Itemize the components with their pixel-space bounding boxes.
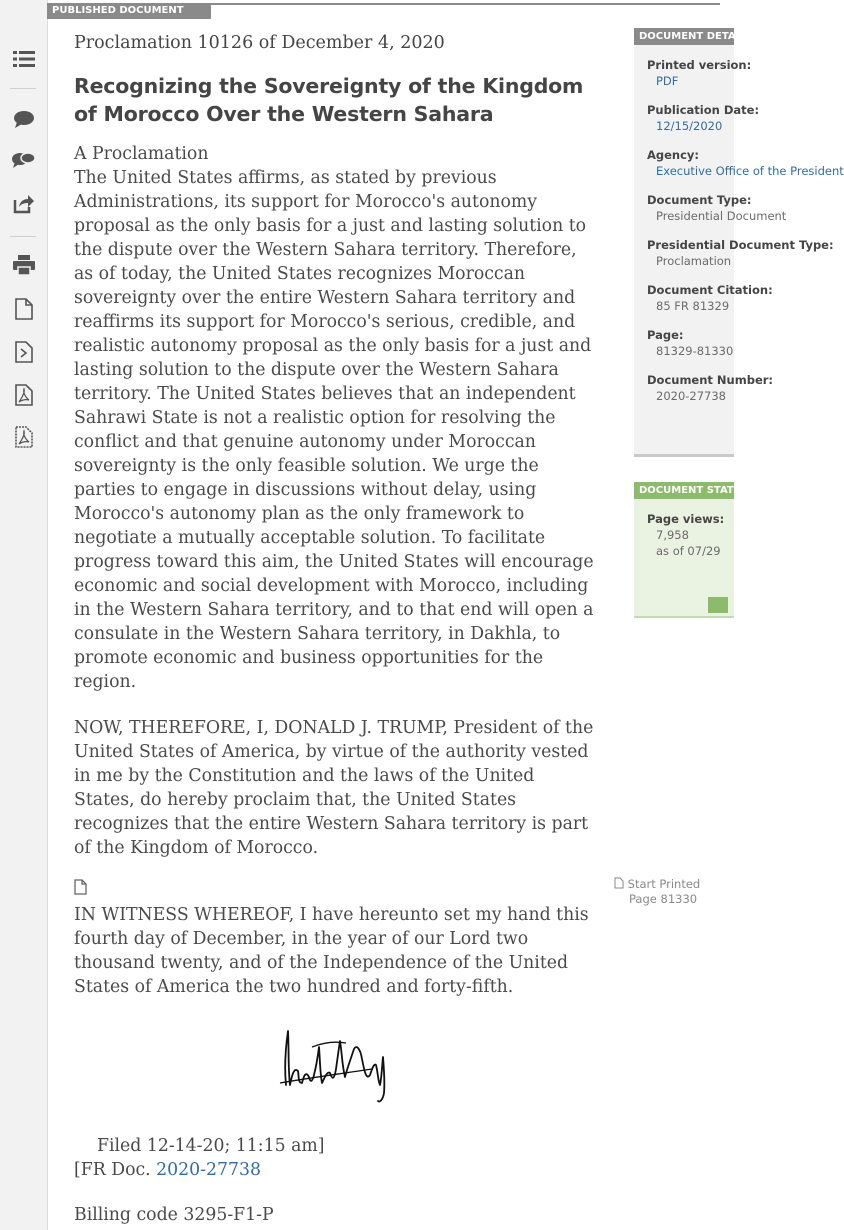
document-statistics-header: DOCUMENT STATISTICS (634, 482, 734, 499)
start-printed-label: Start Printed (627, 877, 701, 891)
detail-label: Agency: (647, 148, 700, 162)
comments-icon[interactable] (12, 149, 36, 173)
detail-label: Presidential Document Type: (647, 238, 834, 252)
top-rule (211, 3, 720, 5)
page-marker-document-icon (614, 877, 624, 889)
detail-value-agency[interactable]: Executive Office of the President (656, 164, 844, 178)
witness-paragraph: IN WITNESS WHEREOF, I have hereunto set my hand this fourth day of December, in the year of our Lord two thousand twenty, and of the Independence of the United States of America the two hundred and forty-fifth. (74, 905, 589, 997)
published-document-tab: PUBLISHED DOCUMENT (47, 3, 211, 19)
detail-value-document-number: 2020-27738 (656, 389, 726, 403)
detail-value-presidential-type: Proclamation (656, 254, 732, 268)
page-views-label: Page views: (647, 512, 725, 526)
fr-doc-number-link[interactable]: 2020-27738 (156, 1160, 261, 1180)
page-views-asof: as of 07/29 (656, 544, 721, 558)
detail-label: Publication Date: (647, 103, 760, 117)
document-icon[interactable] (12, 297, 36, 321)
document-title: Recognizing the Sovereignty of the Kingdom of Morocco Over the Western Sahara (74, 74, 584, 126)
start-printed-page: Page 81330 (629, 892, 698, 906)
document-details-header: DOCUMENT DETAILS (634, 28, 734, 45)
pdf-icon[interactable] (12, 383, 36, 407)
list-icon[interactable] (12, 47, 36, 71)
detail-label: Document Citation: (647, 283, 773, 297)
detail-label: Page: (647, 328, 684, 342)
proclamation-heading: A Proclamation (74, 144, 209, 164)
comment-icon[interactable] (12, 107, 36, 131)
statistics-more-button[interactable] (708, 597, 728, 613)
detail-value-printed-version[interactable]: PDF (656, 74, 679, 88)
detail-value-citation: 85 FR 81329 (656, 299, 730, 313)
paragraph-2: NOW, THEREFORE, I, DONALD J. TRUMP, President of the United States of America, by virtue of the authority vested in me by the Constitution and the laws of the United States, do hereby proclaim that, the United States recognizes that the entire Western Sahara territory is part of the Kingdom of Morocco. (74, 718, 594, 858)
toolbar-divider (10, 236, 36, 237)
pdf-alt-icon[interactable] (12, 425, 36, 449)
document-arrow-icon[interactable] (12, 340, 36, 364)
paragraph-1: The United States affirms, as stated by previous Administrations, its support for Morocco's autonomy proposal as the only basis for a just and lasting solution to the dispute over the Western Sahara territory. Therefore, as of today, the United States recognizes Moroccan sovereignty over the entire Western Sahara territory and reaffirms its support for Morocco's serious, credible, and realistic autonomy proposal as the only basis for a just and lasting solution to the dispute over the Western Sahara territory. The United States believes that an independent Sahrawi State is not a realistic option for resolving the conflict and that genuine autonomy under Moroccan sovereignty is the only feasible solution. We urge the parties to engage in discussions without delay, using Morocco's autonomy plan as the only framework to negotiate a mutually acceptable solution. To facilitate progress toward this aim, the United States will encourage economic and social development with Morocco, including in the Western Sahara territory, and to that end will open a consulate in the Western Sahara territory, in Dakhla, to promote economic and business opportunities for the region. (74, 168, 594, 692)
billing-code: Billing code 3295-F1-P (74, 1205, 274, 1225)
share-icon[interactable] (12, 192, 36, 216)
toolbar-divider (10, 88, 36, 89)
document-statistics-panel (634, 482, 770, 618)
fr-doc-prefix: [FR Doc. (74, 1160, 157, 1180)
print-icon[interactable] (12, 253, 36, 277)
detail-label: Document Type: (647, 193, 752, 207)
page-views-value: 7,958 (656, 528, 689, 542)
start-printed-page-marker (614, 877, 710, 907)
filed-line: Filed 12-14-20; 11:15 am] (97, 1136, 325, 1156)
proclamation-number: Proclamation 10126 of December 4, 2020 (74, 33, 445, 53)
document-body (74, 30, 594, 882)
detail-value-publication-date[interactable]: 12/15/2020 (656, 119, 723, 133)
fr-doc-line (74, 1158, 261, 1182)
detail-label: Document Number: (647, 373, 774, 387)
document-toolbar (0, 0, 48, 1230)
presidential-signature (272, 1025, 392, 1109)
detail-label: Printed version: (647, 58, 752, 72)
page-break-document-icon (74, 879, 87, 899)
detail-value-page: 81329-81330 (656, 344, 734, 358)
document-details-panel (634, 28, 844, 457)
detail-value-document-type: Presidential Document (656, 209, 787, 223)
